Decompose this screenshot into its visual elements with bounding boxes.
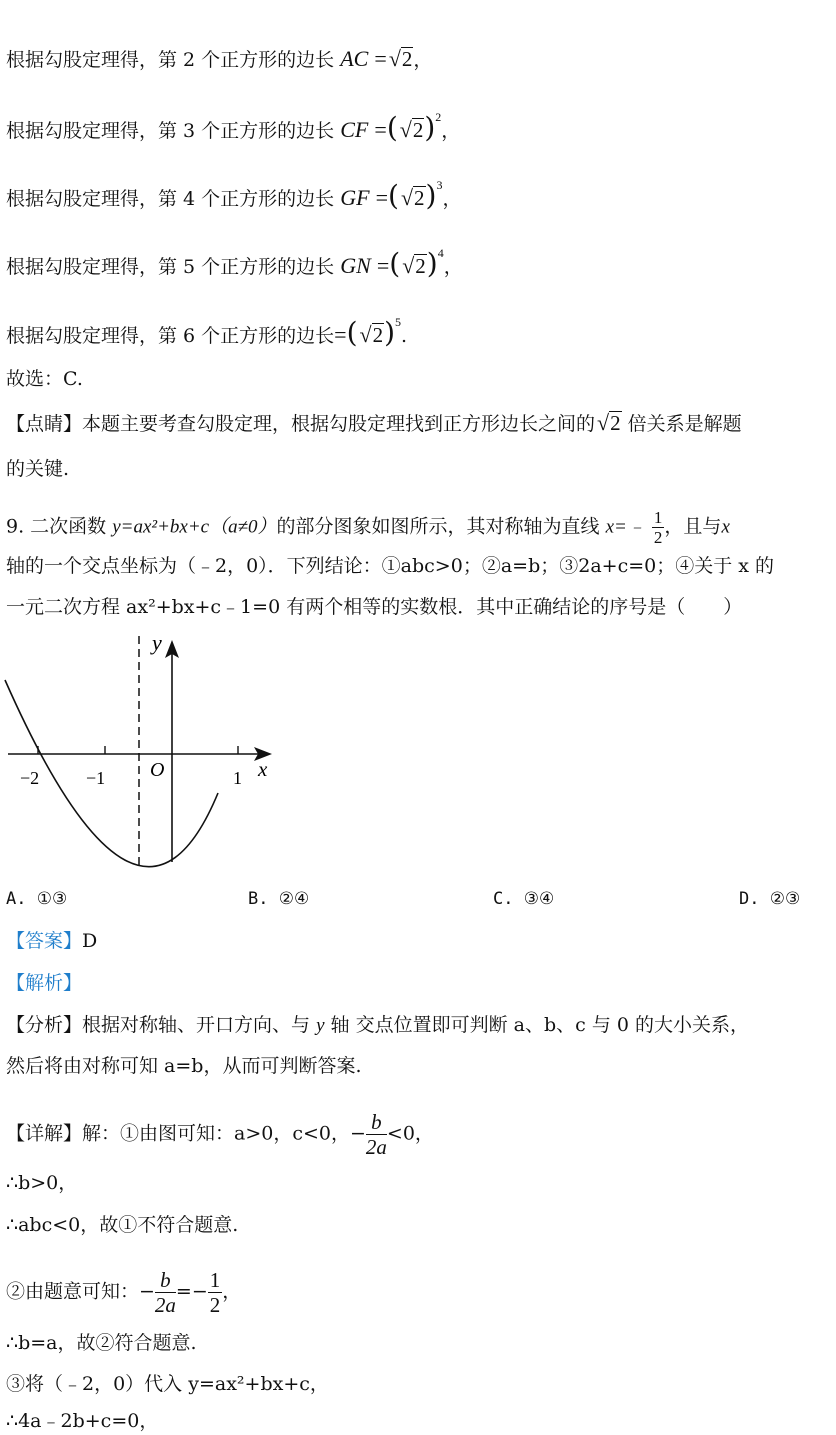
analysis-text-2: 交点位置即可判断 a、b、c 与 0 的大小关系， — [355, 1014, 749, 1036]
exponent: 5 — [395, 315, 402, 329]
choose-text: 故选：C. — [6, 368, 83, 390]
option-d[interactable]: D. ②③ — [739, 889, 801, 909]
line-text: 根据勾股定理得，第 6 个正方形的边长 — [6, 325, 335, 347]
sqrt-arg: 2 — [610, 411, 621, 435]
comment-line-2: 的关键. — [6, 458, 70, 480]
sqrt-symbol: √2 — [597, 410, 621, 435]
detail-line-3: ∴abc<0，故①不符合题意. — [6, 1214, 239, 1236]
analysis-label: 【解析】 — [6, 972, 83, 994]
question-text: 的部分图象如图所示，其对称轴为直线 — [276, 515, 600, 538]
sqrt-symbol: √2 — [388, 46, 413, 71]
option-a[interactable]: A. ①③ — [6, 889, 68, 909]
detail-text-end: ， — [222, 1280, 242, 1303]
axis-equation: x=﹣ — [605, 516, 646, 538]
detail-text: 【详解】解：①由图可知：a>0，c<0，− — [6, 1122, 366, 1145]
text-line-4: 根据勾股定理得，第 5 个正方形的边长 GN $=(√2)^4$， — [6, 246, 463, 280]
detail-line-1 — [6, 1110, 434, 1159]
fraction-b-2a: $\frac{b}{2a}$ — [154, 1268, 176, 1317]
sqrt-symbol: √2 — [399, 117, 424, 142]
tick-label-1: 1 — [233, 768, 242, 788]
tick-label-neg2: −2 — [20, 768, 40, 788]
line-end: ， — [413, 49, 433, 71]
y-axis-label: y — [152, 630, 162, 655]
question-number: 9. 二次函数 — [6, 515, 113, 538]
math-var: GN — [340, 253, 371, 278]
line-text: 根据勾股定理得，第 3 个正方形的边长 — [6, 120, 335, 142]
analysis-text: 【分析】根据对称轴、开口方向、与 — [6, 1014, 311, 1036]
parabola-graph — [0, 628, 290, 878]
question-line-2: 轴的一个交点坐标为（﹣2，0）．下列结论：①abc>0；②a=b；③2a+c=0；④关于 x 的 — [6, 555, 775, 577]
x-axis-label: x — [258, 757, 268, 781]
analysis-text-axis: 轴 — [330, 1014, 350, 1036]
sqrt-arg: 2 — [414, 186, 425, 210]
detail-line-4 — [6, 1268, 241, 1317]
math-var: GF — [340, 185, 370, 210]
y-var: y — [316, 1015, 325, 1036]
detail-text: ②由题意可知：− — [6, 1280, 155, 1303]
half-fraction: $\frac{1}{2}$ — [653, 508, 663, 547]
exponent: 2 — [435, 110, 442, 124]
question-line-3: 一元二次方程 ax²+bx+c﹣1=0 有两个相等的实数根．其中正确结论的序号是（ ） — [6, 596, 743, 618]
text-line-2: 根据勾股定理得，第 3 个正方形的边长 CF $=(√2)^2$， — [6, 110, 461, 144]
sqrt-arg: 2 — [412, 118, 424, 142]
x-var: x — [721, 516, 730, 538]
question-text-2: ，且与 — [664, 515, 722, 538]
exponent: 3 — [436, 178, 443, 192]
origin-label: O — [150, 759, 165, 781]
tick-label-neg1: −1 — [86, 768, 106, 788]
comment-line-1 — [6, 410, 742, 437]
equals-minus: =− — [175, 1280, 208, 1303]
analysis-line-1 — [6, 1012, 749, 1039]
sqrt-arg: 2 — [401, 47, 413, 71]
detail-line-6: ③将（﹣2，0）代入 y=ax²+bx+c， — [6, 1373, 329, 1395]
comment-text-end: 倍关系是解题 — [627, 413, 742, 435]
option-c[interactable]: C. ③④ — [493, 889, 555, 909]
fraction-half: $\frac{1}{2}$ — [209, 1268, 221, 1317]
exponent: 4 — [437, 246, 444, 260]
question-func: y=ax²+bx+c（a≠0） — [112, 516, 277, 538]
question-line-1 — [6, 508, 730, 547]
fraction-b-2a: $\frac{b}{2a}$ — [365, 1110, 387, 1159]
detail-text-end: <0， — [386, 1122, 434, 1145]
math-var: AC — [340, 46, 369, 71]
line-text: 根据勾股定理得，第 2 个正方形的边长 — [6, 49, 335, 71]
line-text: 根据勾股定理得，第 4 个正方形的边长 — [6, 188, 335, 210]
sqrt-arg: 2 — [415, 254, 426, 278]
answer-value: D — [82, 930, 98, 952]
math-var: CF — [340, 117, 369, 142]
detail-line-7: ∴4a﹣2b+c=0， — [6, 1410, 159, 1432]
analysis-line-2: 然后将由对称可知 a=b，从而可判断答案. — [6, 1055, 362, 1077]
sqrt-symbol: √2 — [402, 253, 426, 278]
text-line-1: 根据勾股定理得，第 2 个正方形的边长 AC =√2， — [6, 46, 433, 71]
answer-line — [6, 928, 97, 954]
option-b[interactable]: B. ②④ — [248, 889, 310, 909]
detail-line-5: ∴b=a，故②符合题意. — [6, 1332, 197, 1354]
comment-text: 【点睛】本题主要考查勾股定理，根据勾股定理找到正方形边长之间的 — [6, 413, 596, 435]
line-text: 根据勾股定理得，第 5 个正方形的边长 — [6, 256, 335, 278]
text-line-5: 根据勾股定理得，第 6 个正方形的边长$=(√2)^5$. — [6, 315, 408, 349]
text-line-3: 根据勾股定理得，第 4 个正方形的边长 GF $=(√2)^3$， — [6, 178, 462, 212]
sqrt-symbol: √2 — [359, 322, 384, 347]
answer-label: 【答案】 — [6, 930, 83, 952]
sqrt-symbol: √2 — [400, 185, 425, 210]
sqrt-arg: 2 — [372, 323, 384, 347]
detail-line-2: ∴b>0， — [6, 1172, 78, 1194]
